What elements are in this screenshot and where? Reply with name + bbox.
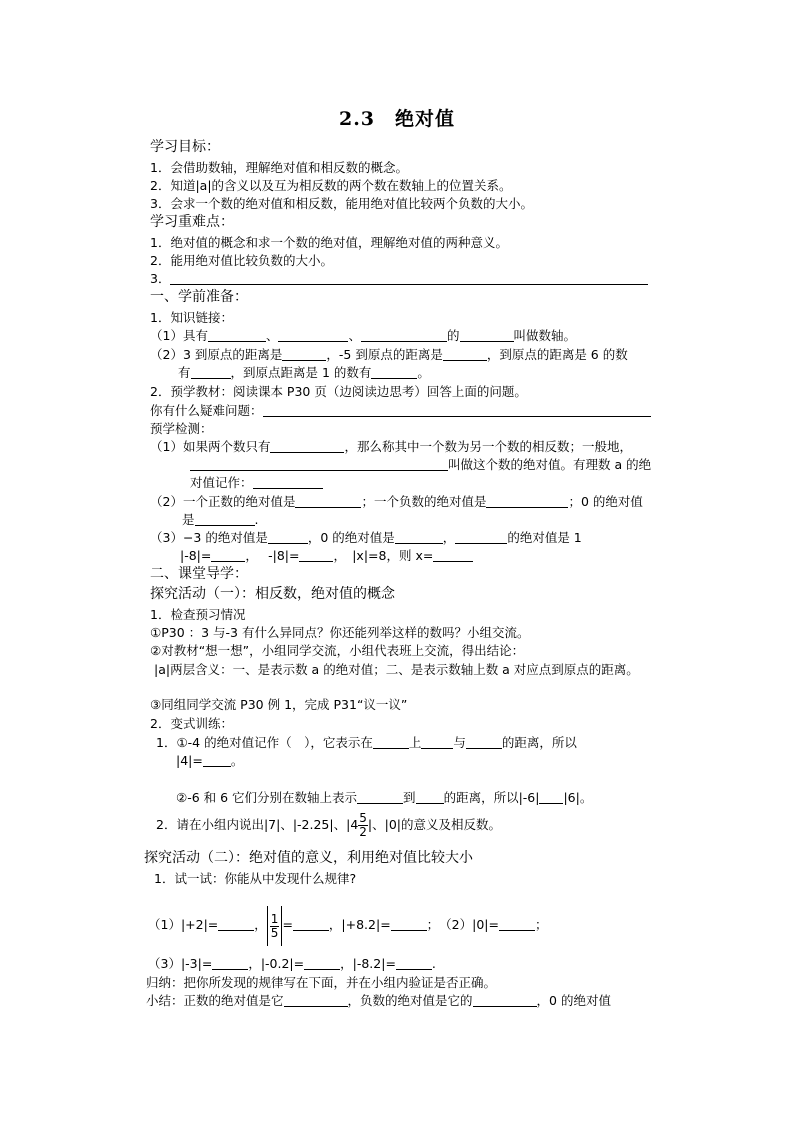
blank[interactable] (486, 494, 568, 508)
keypoint-item-2: 2．能用绝对值比较负数的大小。 (150, 253, 333, 268)
goal-item-3: 3．会求一个数的绝对值和相反数，能用绝对值比较两个负数的大小。 (150, 196, 533, 211)
blank[interactable] (208, 328, 266, 342)
fraction-five-halves: $\frac{5}{2}$ (359, 811, 367, 839)
blank[interactable] (190, 457, 448, 471)
activity-2-heading: 探究活动（二）：绝对值的意义，利用绝对值比较大小 (144, 850, 473, 866)
blank[interactable] (473, 993, 537, 1007)
keypoint-item-1: 1．绝对值的概念和求一个数的绝对值，理解绝对值的两种意义。 (150, 235, 508, 250)
train-q1-line2: |4|= 。 (176, 753, 244, 768)
link-heading: 1．知识链接： (150, 310, 233, 325)
blank[interactable] (203, 753, 231, 767)
blank[interactable] (218, 917, 254, 931)
try-row-1: （1）|+2|= ， $\frac{1}{5}$ = ，|+8.2|= ； （2）|0|= ； (148, 905, 548, 946)
blank[interactable] (395, 530, 443, 544)
goal-item-1: 1．会借助数轴，理解绝对值和相反数的概念。 (150, 160, 408, 175)
blank[interactable] (433, 548, 473, 562)
blank[interactable] (499, 917, 535, 931)
blank[interactable] (304, 956, 340, 970)
guide-point-4: ③同组同学交流 P30 例 1，完成 P31“议一议” (150, 697, 408, 712)
check-q2-line2: 是 . (182, 512, 259, 527)
blank[interactable] (421, 735, 453, 749)
blank[interactable] (460, 328, 514, 342)
prep-q2-line1: （2）3 到原点的距离是 ，-5 到原点的距离是 ，到原点的距离是 6 的数 (150, 347, 628, 362)
goals-heading: 学习目标： (150, 139, 220, 155)
try-row-3: （3）|-3|= ，|-0.2|= ，|-8.2|= . (148, 956, 436, 971)
blank[interactable] (539, 790, 563, 804)
try-text: 1．试一试：你能从中发现什么规律? (154, 871, 357, 886)
train-q1-line1: 1．①-4 的绝对值记作（ ），它表示在 上 与 的距离，所以 (156, 735, 577, 750)
blank[interactable] (282, 347, 326, 361)
train-heading: 2．变式训练： (150, 716, 233, 731)
blank[interactable] (253, 475, 323, 489)
check-heading: 预学检测： (150, 421, 213, 436)
guide-point-2: ②对教材“想一想”，小组同学交流，小组代表班上交流，得出结论： (150, 643, 525, 658)
summary-line: 小结：正数的绝对值是它 ，负数的绝对值是它的 ，0 的绝对值 (146, 993, 611, 1008)
blank[interactable] (211, 548, 245, 562)
check-q3-line2: |-8|= ， -|8|= ， |x|=8，则 x= (180, 547, 473, 564)
goal-item-2: 2．知道|a|的含义以及互为相反数的两个数在数轴上的位置关系。 (150, 178, 512, 193)
blank[interactable] (212, 956, 248, 970)
blank[interactable] (455, 530, 507, 544)
page-title: 2.3 绝对值 (338, 108, 456, 130)
train-q2: 2．请在小组内说出|7|、|-2.25|、|4 $\frac{5}{2}$ |、|0|的意义及相反数。 (156, 811, 501, 839)
doubt-blank[interactable] (263, 403, 651, 417)
check-q1-line1: （1）如果两个数只有 ，那么称其中一个数为另一个数的相反数；一般地， (150, 439, 632, 454)
blank[interactable] (357, 790, 403, 804)
keypoint-blank[interactable] (170, 271, 648, 285)
blank[interactable] (195, 512, 255, 526)
blank[interactable] (416, 790, 444, 804)
activity-1-heading: 探究活动（一）：相反数，绝对值的概念 (150, 586, 395, 602)
keypoint-item-3: 3． (150, 270, 648, 287)
keypoints-heading: 学习重难点： (150, 214, 234, 230)
blank[interactable] (396, 956, 432, 970)
check-q2-line1: （2）一个正数的绝对值是 ；一个负数的绝对值是 ；0 的绝对值 (150, 494, 643, 509)
blank[interactable] (270, 439, 344, 453)
blank[interactable] (284, 993, 348, 1007)
blank[interactable] (191, 365, 231, 379)
blank[interactable] (466, 735, 502, 749)
train-q1-part2: ②-6 和 6 它们分别在数轴上表示 到 的距离，所以|-6| |6|。 (176, 790, 593, 805)
check-q1-line2: 叫做这个数的绝对值。有理数 a 的绝 (190, 456, 651, 473)
blank[interactable] (295, 494, 361, 508)
prep-q2-line2: 有 ，到原点距离是 1 的数有 。 (178, 365, 430, 380)
blank[interactable] (373, 735, 409, 749)
blank[interactable] (371, 365, 417, 379)
guide-point-3: |a|两层含义：一、是表示数 a 的绝对值；二、是表示数轴上数 a 对应点到原点的距离。 (154, 662, 639, 677)
blank[interactable] (293, 917, 329, 931)
abs-one-fifth: $\frac{1}{5}$ (267, 906, 283, 946)
blank[interactable] (278, 328, 348, 342)
prep-heading: 一、学前准备： (150, 289, 248, 305)
guide-heading: 二、课堂导学： (150, 566, 248, 582)
blank[interactable] (361, 328, 447, 342)
prep-q1: （1）具有 、 、 的 叫做数轴。 (150, 328, 577, 343)
blank[interactable] (443, 347, 487, 361)
guide-point-1: ①P30 ：3 与-3 有什么异同点？你还能列举这样的数吗？小组交流。 (150, 625, 530, 640)
induce-text: 归纳：把你所发现的规律写在下面，并在小组内验证是否正确。 (146, 975, 497, 990)
blank[interactable] (299, 548, 333, 562)
check-q3-line1: （3）−3 的绝对值是 ，0 的绝对值是 ， 的绝对值是 1 (150, 530, 582, 545)
blank[interactable] (268, 530, 308, 544)
check-q1-line3: 对值记作： (190, 474, 323, 491)
preview-text: 2．预学教材：阅读课本 P30 页（边阅读边思考）回答上面的问题。 (150, 384, 527, 399)
blank[interactable] (391, 917, 427, 931)
check-preview: 1．检查预习情况 (150, 607, 246, 622)
doubt-line: 你有什么疑难问题： (150, 402, 651, 419)
